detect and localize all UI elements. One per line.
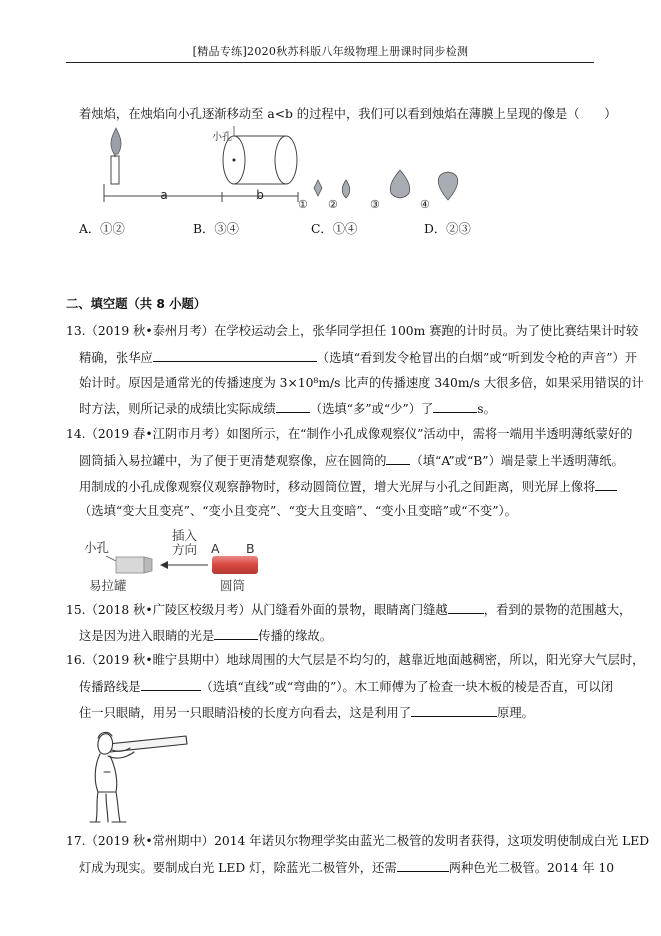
option-num-1: ① [298,198,308,211]
q13-text-2b: （选填“看到发令枪冒出的白烟”或“听到发令枪的声音”）开 [316,351,638,365]
q16-line-2 [79,680,613,693]
q16-blank-1[interactable] [141,680,201,691]
q13-text-4b: （选填“多”或“少”）了 [309,402,434,416]
q17-text-2a: 灯成为现实。要制成白光 LED 灯，除蓝光二极管外，还需 [79,861,397,875]
q15-text-2b: 传播的缘故。 [258,629,333,643]
option-num-4: ④ [420,198,430,211]
q16-text-3b: 原理。 [497,706,534,720]
q15-line-1 [66,603,631,616]
q13-line-2 [79,351,637,364]
image-option-1 [298,180,322,211]
header-rule [66,62,594,63]
q16-text-2b: （选填“直线”或“弯曲的”）。木工师傅为了检查一块木板的棱是否直，可以闭 [200,680,613,694]
q13-line-3: 始计时。原因是通常光的传播速度为 3×10⁸m/s 比声的传播速度 340m/s 大很多倍，如果采用错误的计 [79,376,644,390]
fig14-b-label: B [246,541,255,556]
q14-text-2a: 圆筒插入易拉罐中，为了便于更清楚观察像，应在圆筒的 [79,454,387,468]
dimension-a-label: a [160,188,168,202]
q14-text-2b: （填“A”或“B”）端是蒙上半透明薄纸。 [410,454,624,468]
q17-blank-1[interactable] [397,861,449,872]
tube-icon [212,556,258,574]
option-c: C．①④ [311,222,358,236]
fig14-insert-label: 插入 [172,528,198,543]
q13-text-4a: 时方法，则所记录的成绩比实际成绩 [79,402,276,416]
q16-line-3 [79,706,534,719]
q13-blank-1[interactable] [153,351,317,362]
fig14-pinhole-label: 小孔 [84,540,110,555]
q14-line-3 [79,480,617,493]
q16-text-2a: 传播路线是 [79,680,141,694]
q14-text-3a: 用制成的小孔成像观察仪观察静物时，移动圆筒位置，增大光屏与小孔之间距离，则光屏上像将 [79,480,596,494]
pinhole-viewer-figure [80,528,280,594]
q14-line-1: 14.（2019 春•江阴市月考）如图所示，在“制作小孔成像观察仪”活动中，需将一端用半透明薄纸蒙好的 [66,427,633,441]
candle-pinhole-figure [100,126,460,212]
fig14-can-label: 易拉罐 [89,578,127,593]
arrow-left-icon [160,561,168,569]
q15-text-1a: 15.（2018 秋•广陵区校级月考）从门缝看外面的景物，眼睛离门缝越 [66,603,448,617]
option-b: B．③④ [193,222,239,236]
q13-line-4 [79,402,496,415]
q14-line-4: （选填“变大且变亮”、“变小且变亮”、“变大且变暗”、“变小且变暗”或“不变”）。 [79,504,517,518]
q17-text-2b: 两种色光二极管。2014 年 10 [448,861,615,875]
fig14-a-label: A [211,541,220,556]
candle-icon [111,128,121,184]
q14-blank-2[interactable] [595,480,617,491]
q13-text-4c: s。 [477,402,496,416]
option-d: D．②③ [424,222,471,236]
pinhole-cylinder [223,126,297,184]
q15-blank-1[interactable] [448,603,484,614]
q15-blank-2[interactable] [214,629,258,640]
fig14-direction-label: 方向 [172,542,198,557]
page-header: [精品专练]2020秋苏科版八年级物理上册课时同步检测 [192,45,469,58]
pinhole-label: 小孔 [212,132,232,143]
question-intro-line: 着烛焰，在烛焰向小孔逐渐移动至 a<b 的过程中，我们可以看到烛焰在薄膜上呈现的像是（ ） [79,107,617,121]
section-title: 二、填空题（共 8 小题） [66,297,207,311]
can-icon [116,557,152,573]
dimension-b-label: b [256,188,264,202]
q13-line-1: 13.（2019 秋•泰州月考）在学校运动会上，张华同学担任 100m 赛跑的计时员。为了使比赛结果计时较 [66,324,639,338]
q16-text-3a: 住一只眼睛，用另一只眼睛沿棱的长度方向看去，这是利用了 [79,706,412,720]
q15-text-2a: 这是因为进入眼睛的光是 [79,629,215,643]
q13-text-2a: 精确，张华应 [79,351,153,365]
option-num-2: ② [328,198,338,211]
q15-line-2 [79,629,332,642]
q16-line-1: 16.（2019 秋•睢宁县期中）地球周围的大气层是不均匀的，越靠近地面越稠密，所以，阳光穿大气层时， [66,653,645,667]
image-option-2 [328,180,350,211]
q17-line-1: 17.（2019 秋•常州期中）2014 年诺贝尔物理学奖由蓝光二极管的发明者获得，这项发明使制成白光 LED [66,834,650,848]
q14-line-2 [79,454,624,467]
q13-blank-3[interactable] [433,402,477,413]
option-num-3: ③ [370,198,380,211]
q17-line-2 [79,861,614,874]
q14-blank-1[interactable] [386,454,410,465]
option-a: A．①② [79,222,125,236]
fig14-tube-label: 圆筒 [220,578,246,593]
q16-blank-2[interactable] [411,706,497,717]
image-option-3 [370,170,410,211]
q15-text-1b: ，看到的景物的范围越大， [483,603,632,617]
carpenter-sighting-figure [86,726,192,824]
image-option-4 [420,172,458,211]
q13-blank-2[interactable] [276,402,310,413]
